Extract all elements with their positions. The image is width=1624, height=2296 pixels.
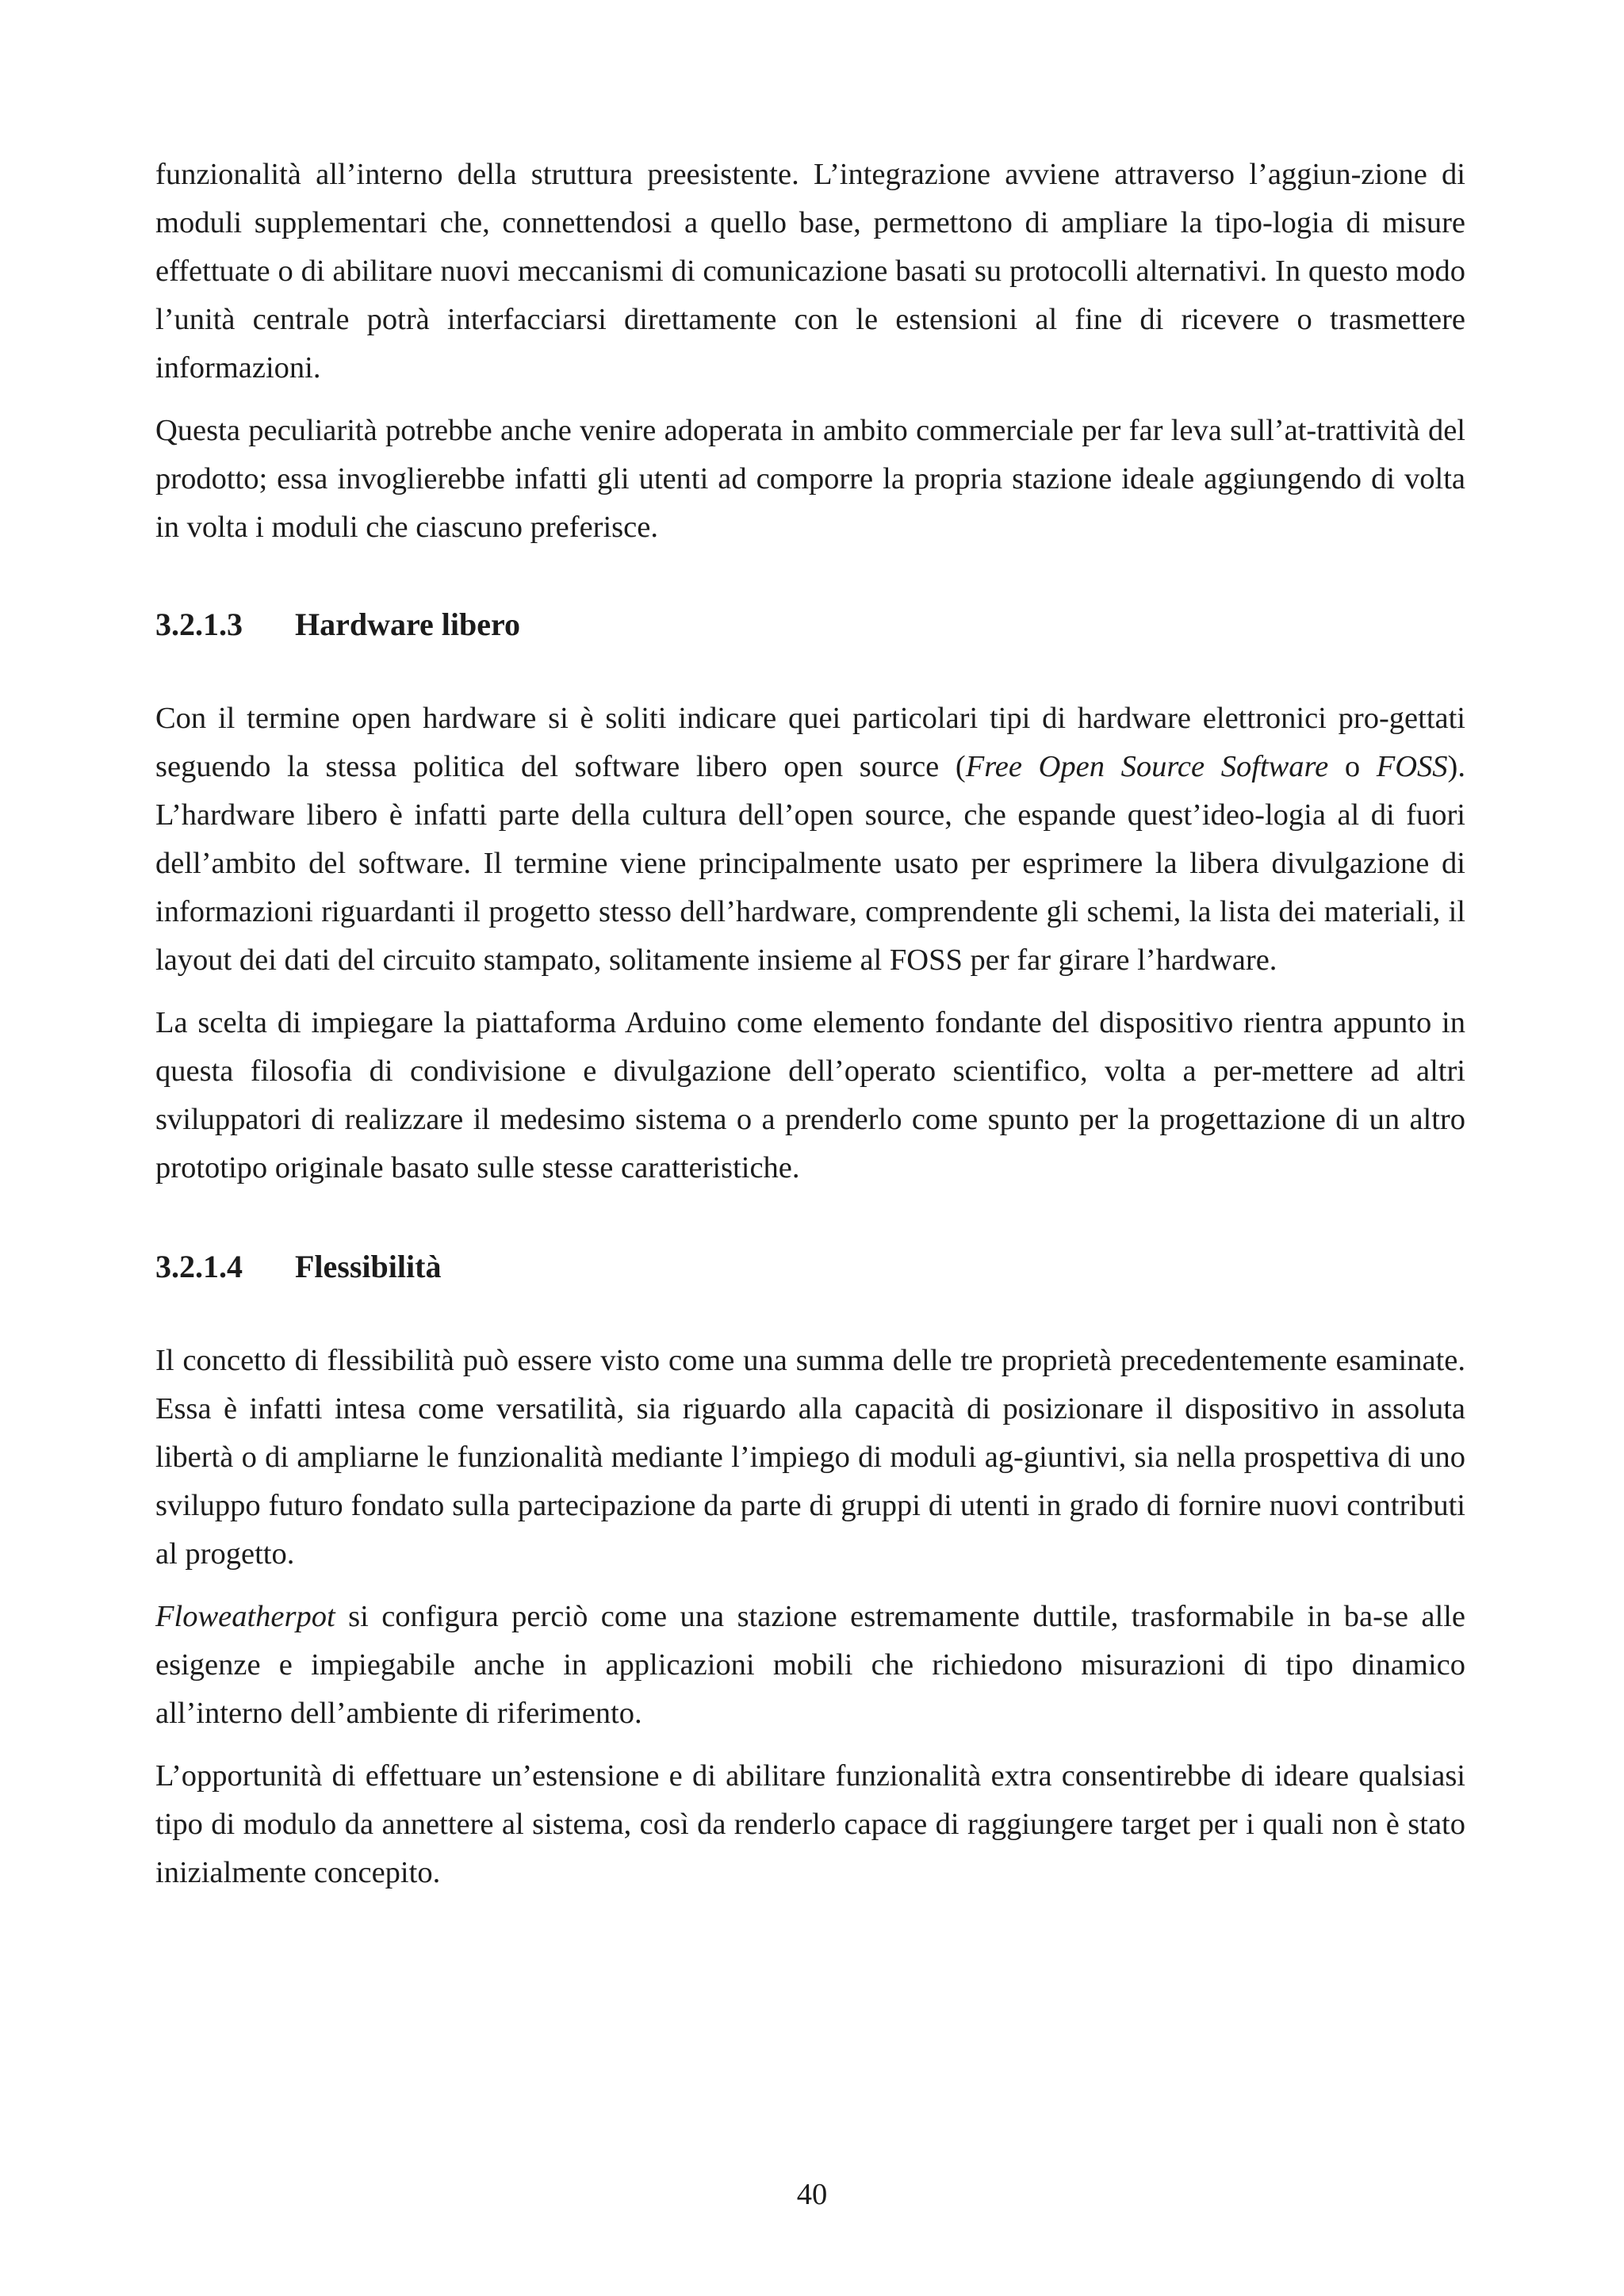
page-number: 40 bbox=[796, 2178, 828, 2211]
section-heading-hardware-libero bbox=[155, 600, 1465, 649]
paragraph-extension-opportunity: L’opportunità di effettuare un’estensione e di abilitare funzionalità extra consentirebbe di ideare qualsiasi tipo di modulo da annettere al sistema, così da renderlo capace di raggiungere target per i quali non è stato inizialmente concepito. bbox=[155, 1759, 1465, 1889]
paragraph-open-hardware bbox=[155, 695, 1465, 985]
paragraph-flexibility-concept: Il concetto di flessibilità può essere visto come una summa delle tre proprietà precedentemente esaminate. Essa è infatti intesa come versatilità, sia riguardo alla capacità di posizionare il dispositivo in assoluta libertà o di ampliarne le funzionalità mediante l’impiego di moduli ag-giuntivi, sia nella prospettiva di uno sviluppo futuro fondato sulla partecipazione da parte di gruppi di utenti in grado di fornire nuovi contributi al progetto. bbox=[155, 1344, 1465, 1571]
section-title: Flessibilità bbox=[295, 1249, 442, 1284]
paragraph-floweatherpot bbox=[155, 1593, 1465, 1738]
italic-term: FOSS bbox=[1376, 750, 1448, 783]
text-run: si configura perciò come una stazione estremamente duttile, trasformabile in ba-se alle esigenze e impiegabile anche in applicazioni mobili che richiedono misurazioni di tipo dinamico all’interno dell’ambiente di riferimento. bbox=[155, 1600, 1465, 1730]
text-run: ). L’hardware libero è infatti parte della cultura dell’open source, che espande quest’ideo-logia al di fuori dell’ambito del software. Il termine viene principalmente usato per esprimere la libera divulgazione di informazioni riguardanti il progetto stesso dell’hardware, comprendente gli schemi, la lista dei materiali, il layout dei dati del circuito stampato, solitamente insieme al FOSS per far girare l’hardware. bbox=[155, 750, 1465, 977]
text-run: o bbox=[1328, 750, 1377, 783]
section-number: 3.2.1.3 bbox=[155, 607, 243, 642]
document-page bbox=[155, 151, 1465, 1911]
section-number: 3.2.1.4 bbox=[155, 1249, 243, 1284]
section-title: Hardware libero bbox=[295, 607, 521, 642]
paragraph-modular-integration: funzionalità all’interno della struttura preesistente. L’integrazione avviene attraverso l’aggiun-zione di moduli supplementari che, connettendosi a quello base, permettono di ampliare la tipo-logia di misure effettuate o di abilitare nuovi meccanismi di comunicazione basati su protocolli alternativi. In questo modo l’unità centrale potrà interfacciarsi direttamente con le estensioni al fine di ricevere o trasmettere informazioni. bbox=[155, 158, 1465, 385]
italic-term: Free Open Source Software bbox=[965, 750, 1329, 783]
paragraph-arduino-choice: La scelta di impiegare la piattaforma Arduino come elemento fondante del dispositivo rientra appunto in questa filosofia di condivisione e divulgazione dell’operato scientifico, volta a per-mettere ad altri sviluppatori di realizzare il medesimo sistema o a prenderlo come spunto per la progettazione di un altro prototipo originale basato sulle stesse caratteristiche. bbox=[155, 1006, 1465, 1184]
text-run: Con il termine open hardware si è soliti indicare quei particolari tipi di hardware elettronici pro-gettati seguendo la stessa politica del software libero open source ( bbox=[155, 702, 1465, 783]
italic-term: Floweatherpot bbox=[155, 1600, 335, 1633]
section-heading-flessibilita bbox=[155, 1242, 1465, 1291]
paragraph-commercial-use: Questa peculiarità potrebbe anche venire adoperata in ambito commerciale per far leva sull’at-trattività del prodotto; essa invoglierebbe infatti gli utenti ad comporre la propria stazione ideale aggiungendo di volta in volta i moduli che ciascuno preferisce. bbox=[155, 414, 1465, 544]
